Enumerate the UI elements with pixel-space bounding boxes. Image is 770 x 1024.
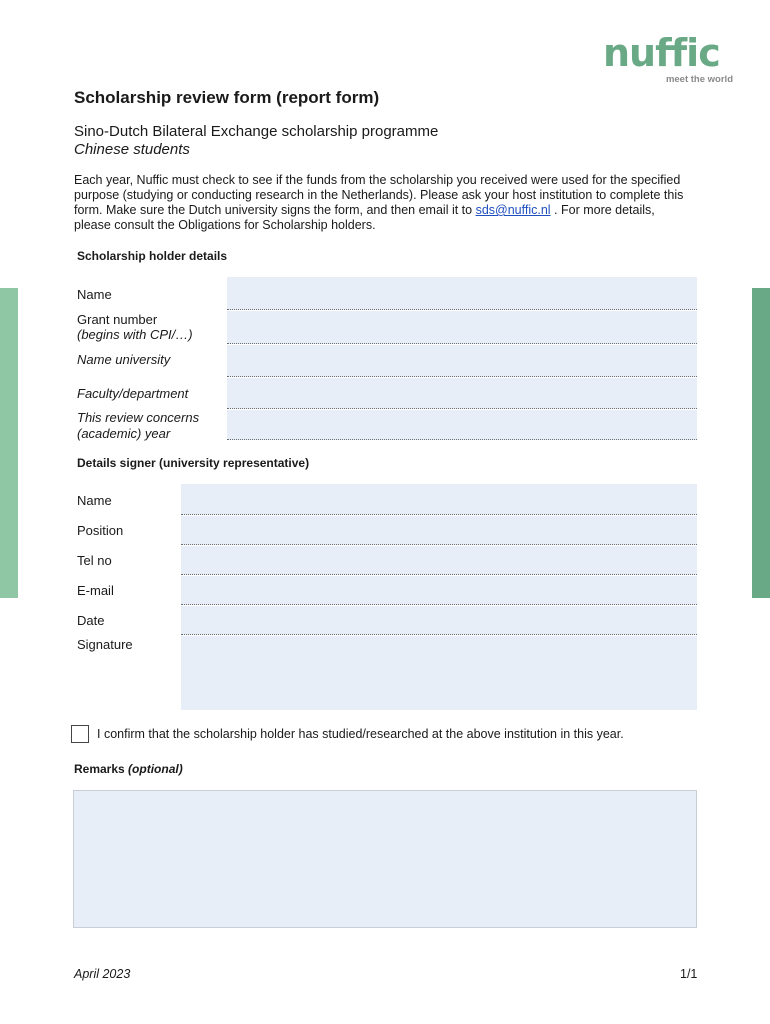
remarks-label: Remarks bbox=[74, 762, 125, 776]
grant-number-hint: (begins with CPI/…) bbox=[77, 327, 193, 342]
email-field[interactable] bbox=[181, 576, 697, 605]
signature-field[interactable] bbox=[181, 636, 697, 710]
signer-name-label: Name bbox=[77, 493, 112, 508]
remarks-heading bbox=[74, 762, 183, 776]
faculty-label: Faculty/department bbox=[77, 386, 189, 401]
intro-text: Each year, Nuffic must check to see if the funds from the scholarship you received were used for the specified purpose (studying or conducting research in the Netherlands). Please ask your host institution to complete this form. Make sure the Dutch university signs the form, and then email it to bbox=[74, 173, 684, 217]
signer-name-field[interactable] bbox=[181, 484, 697, 515]
university-field[interactable] bbox=[227, 345, 697, 377]
logo-wordmark: nuffic bbox=[603, 31, 720, 75]
tel-field[interactable] bbox=[181, 546, 697, 575]
page-title: Scholarship review form (report form) bbox=[74, 88, 380, 107]
grant-number-field[interactable] bbox=[227, 311, 697, 344]
email-link[interactable]: sds@nuffic.nl bbox=[475, 203, 551, 217]
position-label: Position bbox=[77, 523, 124, 538]
holder-name-field[interactable] bbox=[227, 277, 697, 310]
remarks-field[interactable] bbox=[73, 790, 697, 928]
page-number: 1/1 bbox=[680, 967, 698, 981]
confirm-text: I confirm that the scholarship holder has studied/researched at the above institution in this year. bbox=[97, 727, 624, 741]
tel-label: Tel no bbox=[77, 553, 112, 568]
grant-number-label: Grant number bbox=[77, 312, 158, 327]
intro-text-after: . For more details, please consult the Obligations for Scholarship holders. bbox=[74, 203, 655, 232]
nuffic-logo bbox=[603, 31, 735, 88]
left-accent-bar bbox=[0, 288, 18, 598]
holder-section-heading: Scholarship holder details bbox=[77, 249, 228, 263]
review-year-label-1: This review concerns bbox=[77, 410, 200, 425]
position-field[interactable] bbox=[181, 516, 697, 545]
remarks-optional: (optional) bbox=[128, 762, 183, 776]
confirm-checkbox[interactable] bbox=[71, 725, 89, 743]
footer-date: April 2023 bbox=[74, 967, 131, 981]
review-year-field[interactable] bbox=[227, 410, 697, 440]
right-accent-bar bbox=[752, 288, 770, 598]
intro-paragraph bbox=[74, 173, 694, 233]
date-label: Date bbox=[77, 613, 105, 628]
signer-section-heading: Details signer (university representative) bbox=[77, 456, 310, 470]
date-field[interactable] bbox=[181, 606, 697, 635]
target-group: Chinese students bbox=[74, 141, 190, 158]
faculty-field[interactable] bbox=[227, 378, 697, 409]
programme-name: Sino-Dutch Bilateral Exchange scholarship programme bbox=[74, 123, 439, 140]
email-label: E-mail bbox=[77, 583, 114, 598]
logo-tagline: meet the world bbox=[665, 74, 733, 85]
review-year-label-2: (academic) year bbox=[77, 426, 171, 441]
university-label: Name university bbox=[77, 352, 171, 367]
holder-name-label: Name bbox=[77, 287, 112, 302]
signature-label: Signature bbox=[77, 637, 133, 652]
